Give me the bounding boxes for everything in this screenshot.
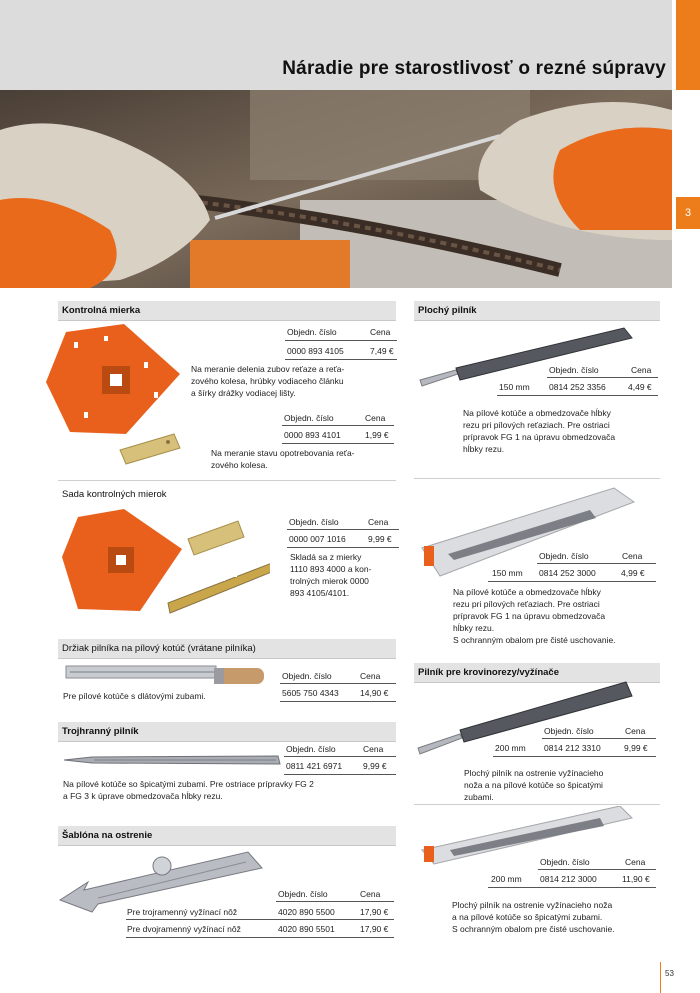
table-rule bbox=[280, 701, 396, 702]
section-divider bbox=[414, 804, 660, 805]
table-rule bbox=[282, 425, 394, 426]
order-number: 0000 893 4101 bbox=[284, 430, 341, 440]
section-pilnik-krovinorezy: Pilník pre krovinorezy/vyžínače bbox=[414, 663, 660, 683]
table-rule bbox=[276, 901, 394, 902]
page-title: Náradie pre starostlivosť o rezné súpravy bbox=[282, 58, 666, 79]
order-number: 0814 212 3000 bbox=[540, 874, 597, 884]
order-no-header: Objedn. číslo bbox=[549, 365, 599, 375]
brass-gauge-image bbox=[118, 432, 182, 466]
table-rule bbox=[280, 683, 396, 684]
section-trojhranny-pilnik: Trojhranný pilník bbox=[58, 722, 396, 742]
section-divider bbox=[58, 480, 396, 481]
description: Plochý pilník na ostrenie vyžínacieho noža a na pílové kotúče so špicatými zubami. bbox=[464, 768, 604, 802]
variant-label: Pre dvojramenný vyžínací nôž bbox=[127, 924, 241, 934]
description: Plochý pilník na ostrenie vyžínacieho noža a na pílové kotúče so špicatými zubami. S ochranným obalom pre čisté uschovanie. bbox=[452, 900, 615, 934]
order-number: 0000 893 4105 bbox=[287, 346, 344, 356]
price: 11,90 € bbox=[622, 874, 650, 884]
order-number: 0814 212 3310 bbox=[544, 743, 601, 753]
price: 17,90 € bbox=[360, 907, 389, 917]
hero-photo bbox=[0, 90, 672, 288]
price: 9,99 € bbox=[363, 761, 387, 771]
price-header: Cena bbox=[360, 671, 381, 681]
price: 1,99 € bbox=[365, 430, 389, 440]
section-sada-mierok: Sada kontrolných mierok bbox=[62, 489, 167, 500]
order-no-header: Objedn. číslo bbox=[286, 744, 336, 754]
section-sablona-na-ostrenie: Šablóna na ostrenie bbox=[58, 826, 396, 846]
section-plochy-pilnik: Plochý pilník bbox=[414, 301, 660, 321]
order-number: 0000 007 1016 bbox=[289, 534, 346, 544]
table-rule bbox=[488, 887, 656, 888]
order-no-header: Objedn. číslo bbox=[287, 327, 337, 337]
order-no-header: Objedn. číslo bbox=[544, 726, 594, 736]
price-header: Cena bbox=[365, 413, 386, 423]
table-rule bbox=[287, 547, 399, 548]
order-number: 0814 252 3000 bbox=[539, 568, 596, 578]
size: 150 mm bbox=[499, 382, 530, 392]
price: 9,99 € bbox=[368, 534, 392, 544]
variant-label: Pre trojramenný vyžínací nôž bbox=[127, 907, 238, 917]
table-rule bbox=[285, 340, 397, 341]
table-rule bbox=[542, 738, 656, 739]
order-no-header: Objedn. číslo bbox=[539, 551, 589, 561]
order-no-header: Objedn. číslo bbox=[284, 413, 334, 423]
table-rule bbox=[537, 563, 656, 564]
table-rule bbox=[488, 581, 656, 582]
table-rule bbox=[285, 359, 397, 360]
price-header: Cena bbox=[368, 517, 389, 527]
table-rule bbox=[493, 756, 656, 757]
section-divider bbox=[414, 478, 660, 479]
price: 14,90 € bbox=[360, 688, 389, 698]
price-header: Cena bbox=[631, 365, 652, 375]
order-number: 0811 421 6971 bbox=[286, 761, 343, 771]
flat-file-packaged-image bbox=[420, 486, 636, 578]
order-no-header: Objedn. číslo bbox=[540, 857, 590, 867]
size: 200 mm bbox=[491, 874, 522, 884]
description: Na pílové kotúče so špicatými zubami. Pre ostriace prípravky FG 2 a FG 3 k úprave obmedzovača hĺbky rezu. bbox=[63, 779, 314, 801]
description: Na meranie delenia zubov reťaze a reťa- zového kolesa, hrúbky vodiaceho článku a šírky drážky vodiacej lišty. bbox=[191, 364, 345, 398]
size: 200 mm bbox=[495, 743, 526, 753]
chapter-tab: 3 bbox=[676, 197, 700, 229]
price: 4,99 € bbox=[621, 568, 645, 578]
price-header: Cena bbox=[622, 551, 643, 561]
size: 150 mm bbox=[492, 568, 523, 578]
order-no-header: Objedn. číslo bbox=[282, 671, 332, 681]
table-rule bbox=[126, 937, 394, 938]
table-rule bbox=[284, 774, 396, 775]
table-rule bbox=[497, 395, 658, 396]
table-rule bbox=[538, 869, 656, 870]
triangular-file-image bbox=[62, 752, 282, 768]
price: 4,49 € bbox=[628, 382, 652, 392]
gauge-set-image bbox=[60, 505, 270, 617]
price: 7,49 € bbox=[370, 346, 394, 356]
page-number-rule bbox=[660, 962, 661, 993]
price: 17,90 € bbox=[360, 924, 389, 934]
section-drziak-pilnika: Držiak pilníka na pílový kotúč (vrátane pilníka) bbox=[58, 639, 396, 659]
price-header: Cena bbox=[360, 889, 381, 899]
order-no-header: Objedn. číslo bbox=[278, 889, 328, 899]
price-header: Cena bbox=[363, 744, 384, 754]
order-no-header: Objedn. číslo bbox=[289, 517, 339, 527]
price-header: Cena bbox=[625, 726, 646, 736]
order-number: 0814 252 3356 bbox=[549, 382, 606, 392]
description: Na pílové kotúče a obmedzovače hĺbky rezu pri pílových reťaziach. Pre ostriaci prípravok FG 1 na úpravu obmedzovača hĺbky rezu. bbox=[463, 408, 616, 454]
table-rule bbox=[126, 919, 394, 920]
page-number: 53 bbox=[665, 969, 674, 978]
flat-file-image bbox=[418, 322, 634, 388]
description: Na meranie stavu opotrebovania reťa- zového kolesa. bbox=[211, 448, 355, 470]
table-rule bbox=[284, 756, 396, 757]
order-number: 4020 890 5500 bbox=[278, 907, 335, 917]
table-rule bbox=[547, 377, 658, 378]
section-kontrolna-mierka: Kontrolná mierka bbox=[58, 301, 396, 321]
description: Pre pílové kotúče s dlátovými zubami. bbox=[63, 691, 206, 701]
price-header: Cena bbox=[625, 857, 646, 867]
gauge-image bbox=[44, 322, 184, 442]
description: Skladá sa z mierky 1110 893 4000 a kon- trolných mierok 0000 893 4105/4101. bbox=[290, 552, 372, 598]
accent-strip bbox=[676, 0, 700, 90]
order-number: 5605 750 4343 bbox=[282, 688, 339, 698]
price-header: Cena bbox=[370, 327, 391, 337]
description: Na pílové kotúče a obmedzovače hĺbky rezu pri pílových reťaziach. Pre ostriaci prípravok FG 1 na úpravu obmedzovača hĺbky rezu. S ochranným obalom pre čisté uschovanie. bbox=[453, 587, 616, 645]
brushcutter-file-packaged-image bbox=[420, 806, 634, 866]
table-rule bbox=[282, 443, 394, 444]
file-holder-image bbox=[64, 660, 268, 688]
table-rule bbox=[287, 529, 399, 530]
order-number: 4020 890 5501 bbox=[278, 924, 335, 934]
price: 9,99 € bbox=[624, 743, 648, 753]
